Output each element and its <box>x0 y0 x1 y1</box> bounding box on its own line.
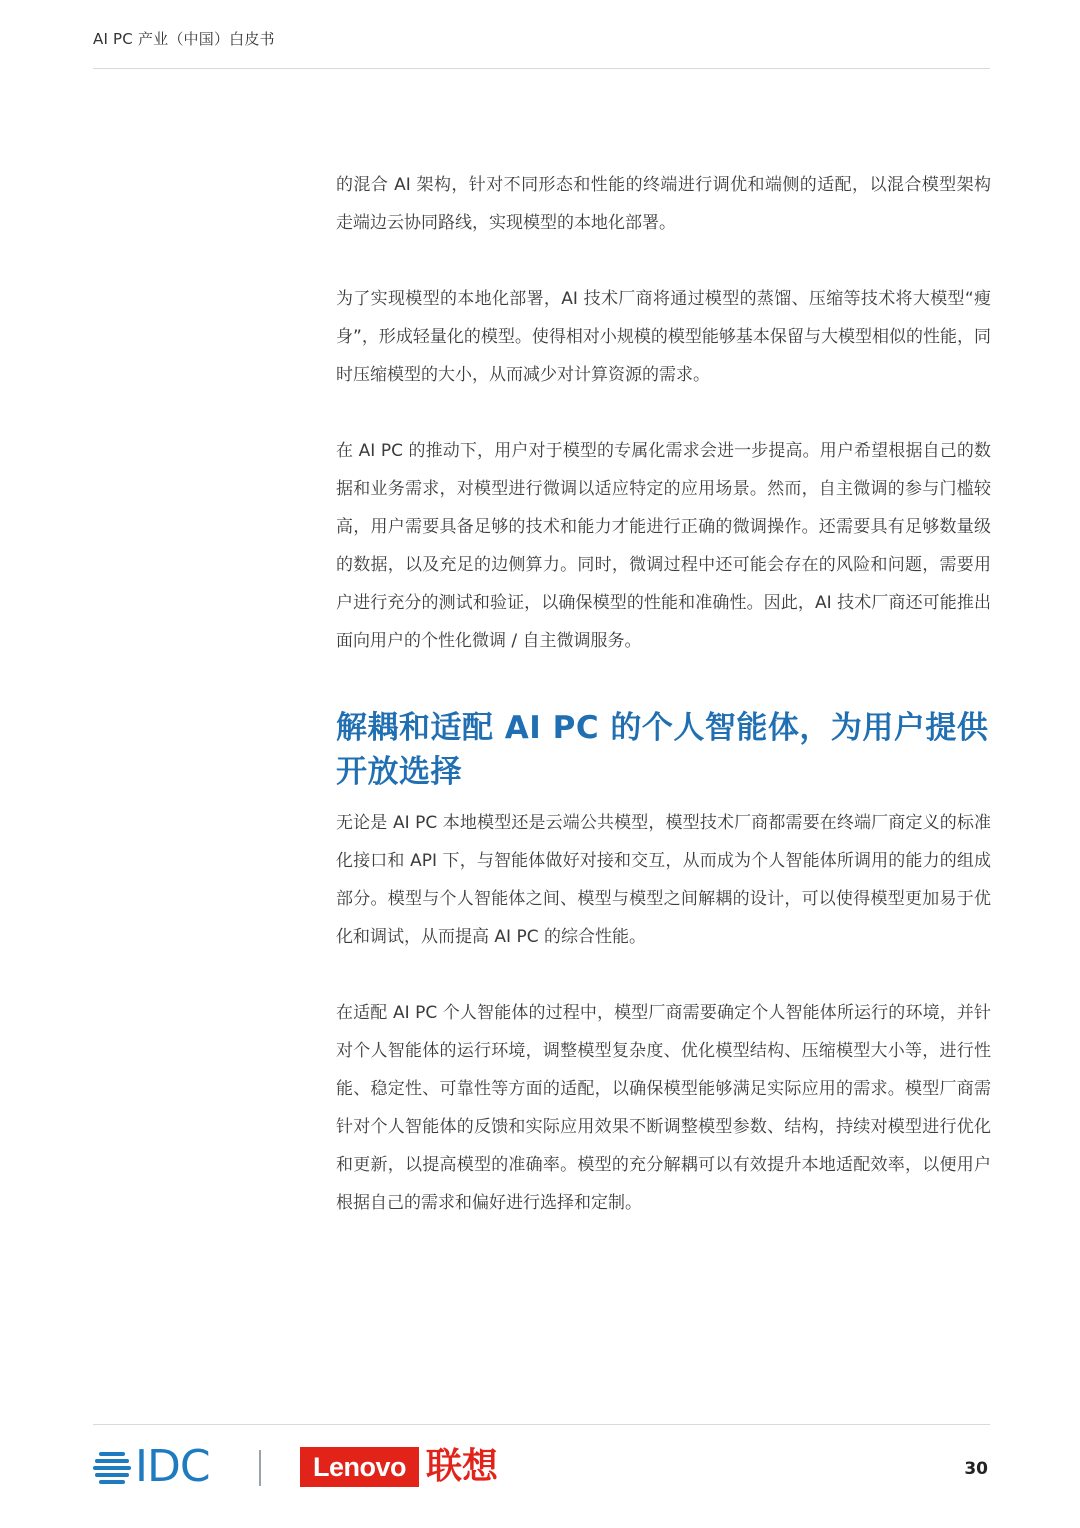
paragraph: 在 AI PC 的推动下，用户对于模型的专属化需求会进一步提高。用户希望根据自己的数据和业务需求，对模型进行微调以适应特定的应用场景。然而，自主微调的参与门槛较高，用户需要具备足够的技术和能力才能进行正确的微调操作。还需要具有足够数量级的数据，以及充足的边侧算力。同时，微调过程中还可能会存在的风险和问题，需要用户进行充分的测试和验证，以确保模型的性能和准确性。因此，AI 技术厂商还可能推出面向用户的个性化微调 / 自主微调服务。 <box>336 441 991 651</box>
idc-logo <box>93 1441 210 1492</box>
header-divider <box>93 68 990 69</box>
header-title: AI PC 产业（中国）白皮书 <box>93 30 275 48</box>
paragraph: 为了实现模型的本地化部署，AI 技术厂商将通过模型的蒸馏、压缩等技术将大模型“瘦身”，形成轻量化的模型。使得相对小规模的模型能够基本保留与大模型相似的性能，同时压缩模型的大小，从而减少对计算资源的需求。 <box>336 289 991 385</box>
footer-divider <box>93 1424 990 1425</box>
lenovo-logo-text: Lenovo <box>312 1451 406 1482</box>
lenovo-logo <box>300 1447 419 1487</box>
paragraph: 无论是 AI PC 本地模型还是云端公共模型，模型技术厂商都需要在终端厂商定义的标准化接口和 API 下，与智能体做好对接和交互，从而成为个人智能体所调用的能力的组成部分。模型与个人智能体之间、模型与模型之间解耦的设计，可以使得模型更加易于优化和调试，从而提高 AI PC 的综合性能。 <box>336 813 991 947</box>
paragraph: 的混合 AI 架构，针对不同形态和性能的终端进行调优和端侧的适配，以混合模型架构走端边云协同路线，实现模型的本地化部署。 <box>336 175 991 233</box>
page-number: 30 <box>964 1459 988 1479</box>
lenovo-cn-logo-text: 联想 <box>426 1446 499 1487</box>
idc-globe-icon <box>93 1447 131 1487</box>
paragraph: 在适配 AI PC 个人智能体的过程中，模型厂商需要确定个人智能体所运行的环境，并针对个人智能体的运行环境，调整模型复杂度、优化模型结构、压缩模型大小等，进行性能、稳定性、可靠性等方面的适配，以确保模型能够满足实际应用的需求。模型厂商需针对个人智能体的反馈和实际应用效果不断调整模型参数、结构，持续对模型进行优化和更新，以提高模型的准确率。模型的充分解耦可以有效提升本地适配效率，以便用户根据自己的需求和偏好进行选择和定制。 <box>336 1003 991 1213</box>
section-heading: 解耦和适配 AI PC 的个人智能体，为用户提供开放选择 <box>336 710 989 790</box>
logo-divider <box>259 1450 261 1486</box>
main-content <box>336 166 991 1222</box>
idc-logo-text: IDC <box>135 1441 210 1492</box>
